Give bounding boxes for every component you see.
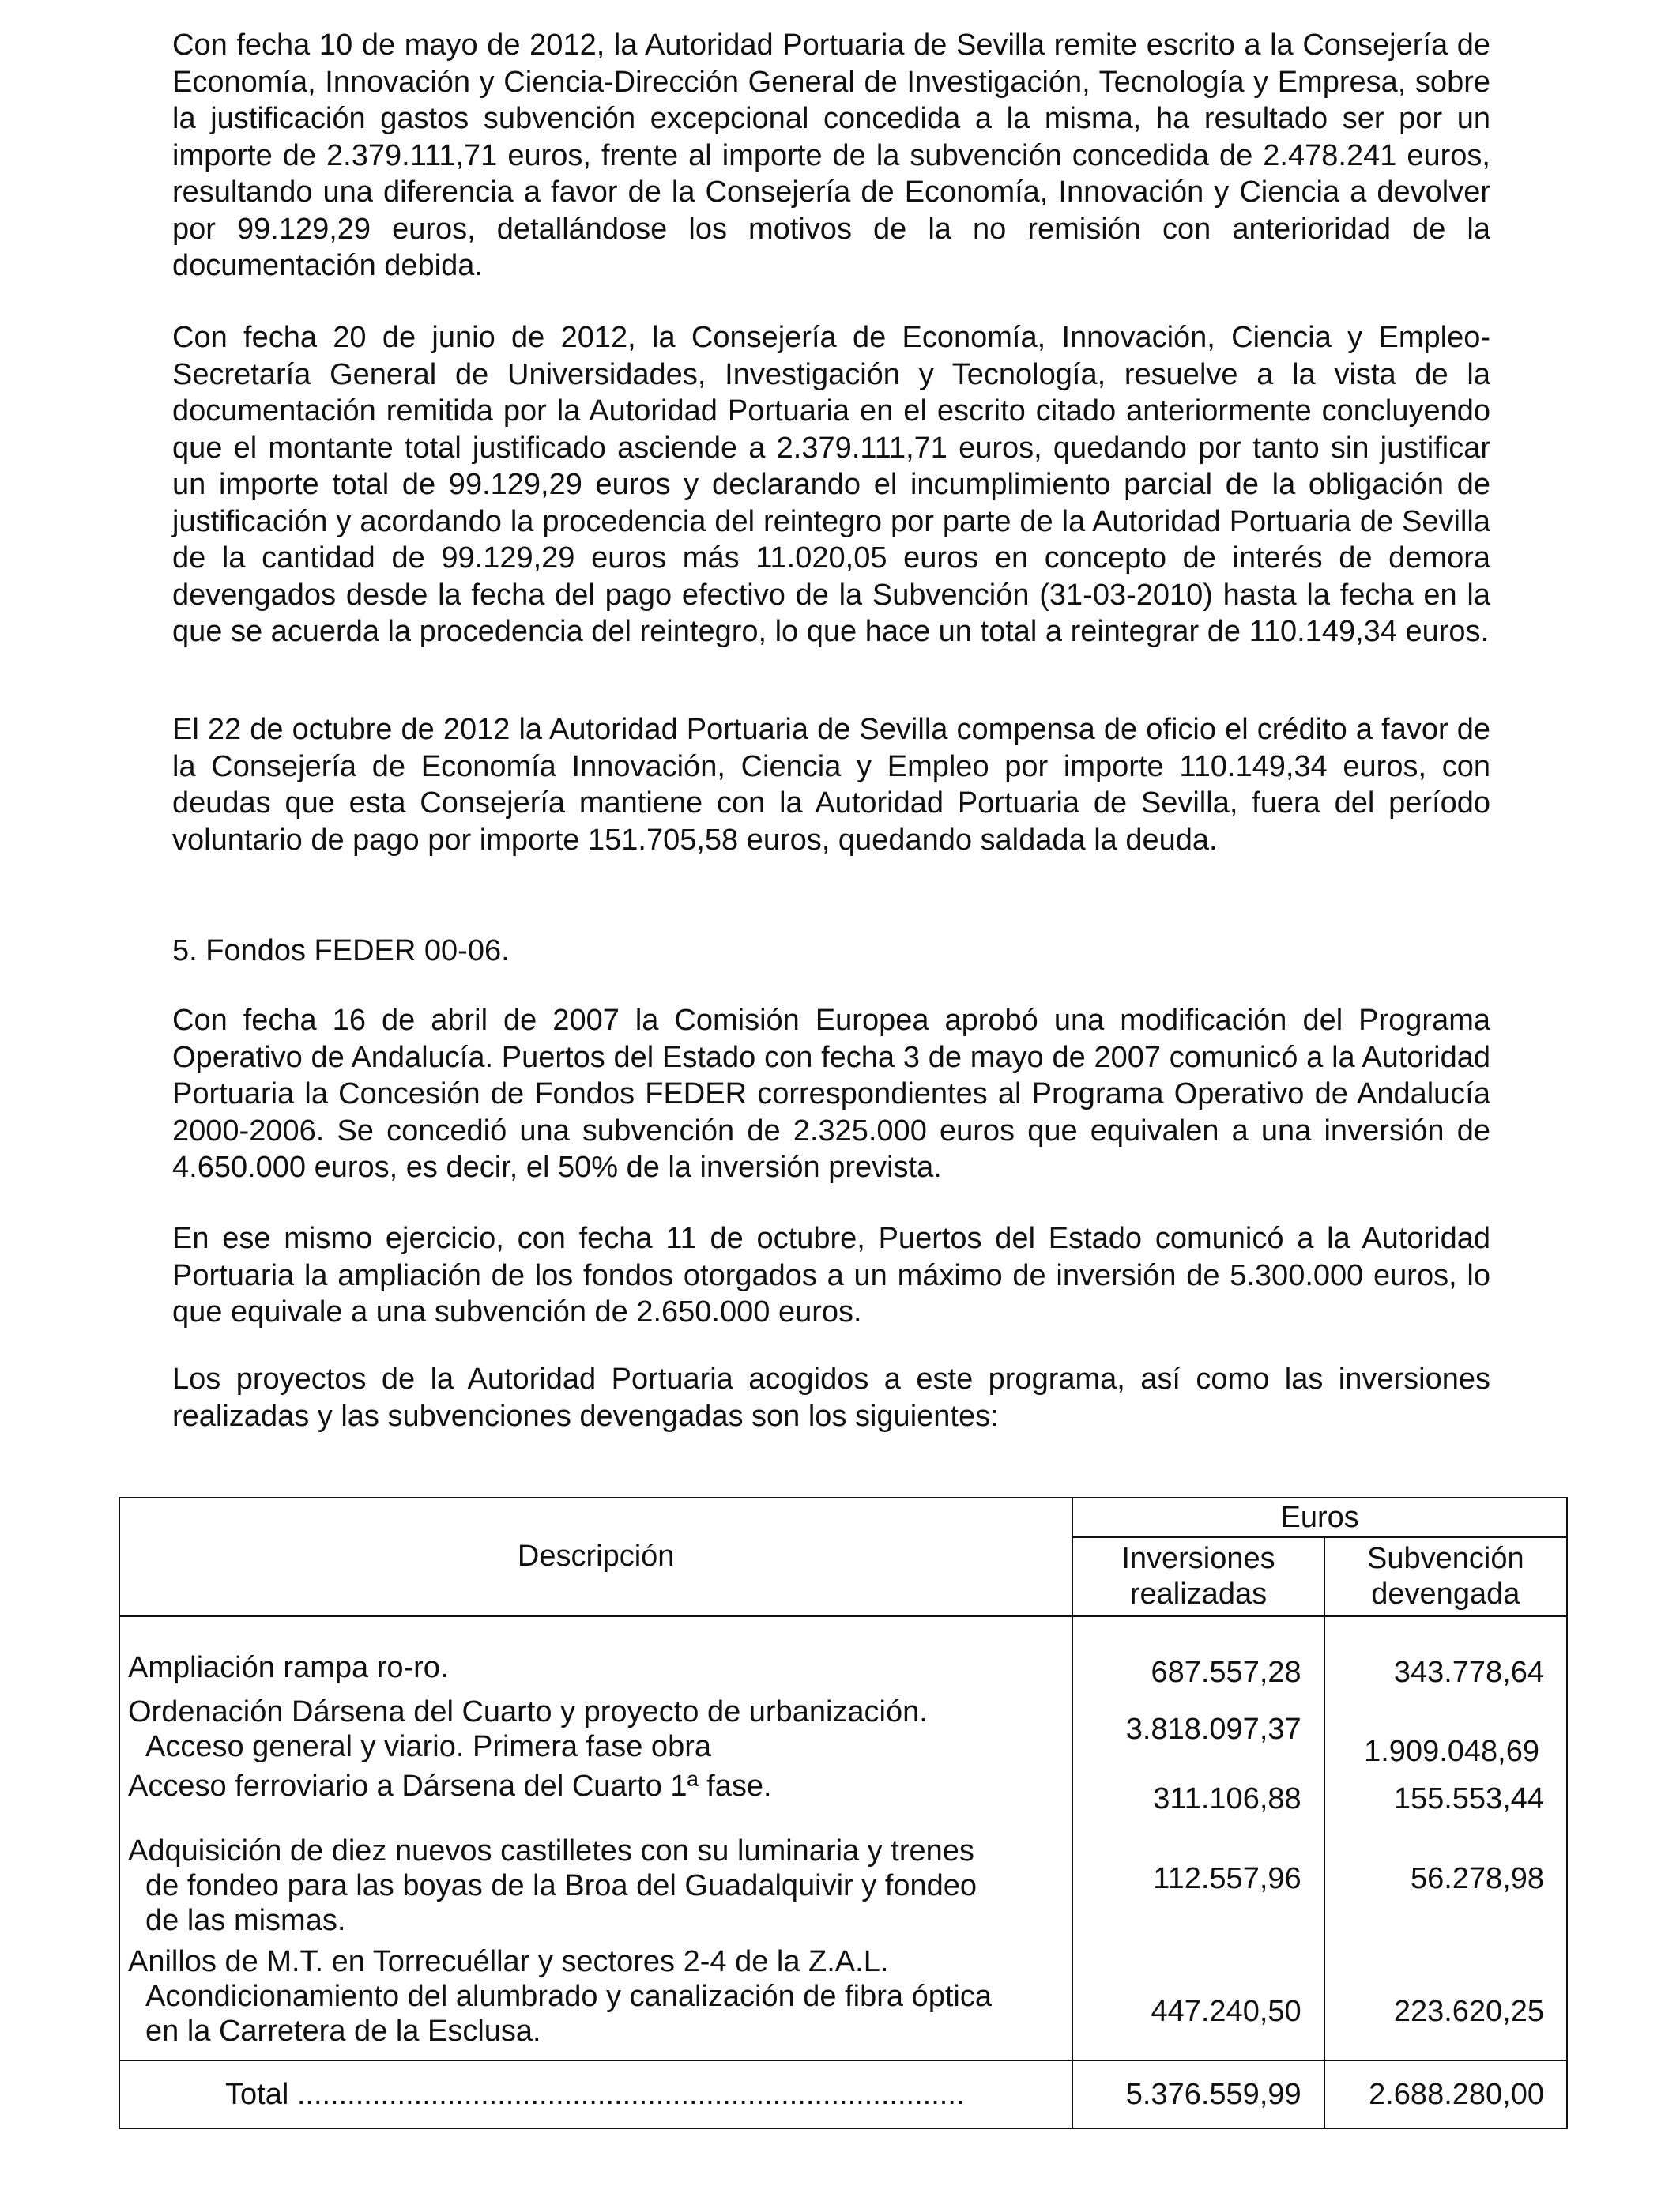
header-subvencion-line-2: devengada [1371, 1578, 1520, 1611]
row-description-line: Acondicionamiento del alumbrado y canalización de fibra óptica [145, 1980, 992, 2013]
row-description-line: Anillos de M.T. en Torrecuéllar y sectores 2-4 de la Z.A.L. [128, 1945, 889, 1978]
paragraph-3: El 22 de octubre de 2012 la Autoridad Portuaria de Sevilla compensa de oficio el crédito a favor de la Consejería de Economía Innovación, Ciencia y Empleo por importe 110.149,34 euros, con deudas que esta Consejería mantiene con la Autoridad Portuaria de Sevilla, fuera del período voluntario de pago por importe 151.705,58 euros, quedando saldada la deuda. [172, 713, 1490, 857]
row-subvencion-value: 155.553,44 [1324, 1769, 1567, 1816]
row-description-line: de fondeo para las boyas de la Broa del Guadalquivir y fondeo [145, 1869, 977, 1902]
row-description-line: Acceso general y viario. Primera fase obra [145, 1730, 711, 1763]
table-row [119, 1816, 1567, 1941]
row-description-line: Ampliación rampa ro-ro. [128, 1651, 449, 1684]
row-description-line: Ordenación Dársena del Cuarto y proyecto de urbanización. [128, 1695, 928, 1728]
total-subvencion-value: 2.688.280,00 [1324, 2060, 1567, 2128]
table-total-row [119, 2060, 1567, 2128]
header-euros: Euros [1072, 1498, 1567, 1537]
row-inversion-value: 687.557,28 [1072, 1646, 1324, 1690]
row-inversion-value: 311.106,88 [1072, 1769, 1324, 1816]
header-subvencion [1324, 1537, 1567, 1616]
section-paragraph-1: Con fecha 16 de abril de 2007 la Comisión Europea aprobó una modificación del Programa Operativo de Andalucía. Puertos del Estado con fecha 3 de mayo de 2007 comunicó a la Autoridad Portuaria la Concesión de Fondos FEDER correspondientes al Programa Operativo de Andalucía 2000-2006. Se concedió una subvención de 2.325.000 euros que equivalen a una inversión de 4.650.000 euros, es decir, el 50% de la inversión prevista. [172, 1004, 1490, 1184]
row-inversion-value: 3.818.097,37 [1072, 1690, 1324, 1769]
row-description-line: de las mismas. [145, 1904, 346, 1937]
row-description [119, 1816, 1072, 1941]
row-description [119, 1690, 1072, 1769]
row-subvencion-value: 56.278,98 [1324, 1816, 1567, 1941]
row-description [119, 1646, 1072, 1690]
header-subvencion-line-1: Subvención [1367, 1542, 1524, 1575]
row-description-line: Acceso ferroviario a Dársena del Cuarto 1ª fase. [128, 1770, 772, 1803]
header-inversiones [1072, 1537, 1324, 1616]
table-header-row-1 [119, 1498, 1567, 1537]
table-spacer-row [119, 1616, 1567, 1646]
row-subvencion-value: 1.909.048,69 [1324, 1690, 1567, 1769]
row-description [119, 1941, 1072, 2060]
total-label: Total ................................................................................ [119, 2060, 1072, 2128]
row-inversion-value: 112.557,96 [1072, 1816, 1324, 1941]
table-row [119, 1690, 1567, 1769]
section-paragraph-3: Los proyectos de la Autoridad Portuaria acogidos a este programa, así como las inversiones realizadas y las subvenciones devengadas son los siguientes: [172, 1363, 1490, 1433]
total-inversion-value: 5.376.559,99 [1072, 2060, 1324, 2128]
row-description [119, 1769, 1072, 1816]
paragraph-2: Con fecha 20 de junio de 2012, la Consejería de Economía, Innovación, Ciencia y Empleo-Secretaría General de Universidades, Investigación y Tecnología, resuelve a la vista de la documentación remitida por la Autoridad Portuaria en el escrito citado anteriormente concluyendo que el montante total justificado asciende a 2.379.111,71 euros, quedando por tanto sin justificar un importe total de 99.129,29 euros y declarando el incumplimiento parcial de la obligación de justificación y acordando la procedencia del reintegro por parte de la Autoridad Portuaria de Sevilla de la cantidad de 99.129,29 euros más 11.020,05 euros en concepto de interés de demora devengados desde la fecha del pago efectivo de la Subvención (31-03-2010) hasta la fecha en la que se acuerda la procedencia del reintegro, lo que hace un total a reintegrar de 110.149,34 euros. [172, 321, 1490, 648]
table-row [119, 1646, 1567, 1690]
paragraph-1: Con fecha 10 de mayo de 2012, la Autoridad Portuaria de Sevilla remite escrito a la Consejería de Economía, Innovación y Ciencia-Dirección General de Investigación, Tecnología y Empresa, sobre la justificación gastos subvención excepcional concedida a la misma, ha resultado ser por un importe de 2.379.111,71 euros, frente al importe de la subvención concedida de 2.478.241 euros, resultando una diferencia a favor de la Consejería de Economía, Innovación y Ciencia a devolver por 99.129,29 euros, detallándose los motivos de la no remisión con anterioridad de la documentación debida. [172, 28, 1490, 282]
table-row [119, 1941, 1567, 2060]
header-description [119, 1498, 1072, 1616]
table-row [119, 1769, 1567, 1816]
row-description-line: Adquisición de diez nuevos castilletes con su luminaria y trenes [128, 1834, 974, 1868]
row-subvencion-value: 223.620,25 [1324, 1941, 1567, 2060]
row-inversion-value: 447.240,50 [1072, 1941, 1324, 2060]
header-inversiones-line-2: realizadas [1129, 1578, 1268, 1611]
row-description-line: en la Carretera de la Esclusa. [145, 2015, 541, 2048]
feder-projects-table [119, 1497, 1568, 2129]
section-paragraph-2: En ese mismo ejercicio, con fecha 11 de octubre, Puertos del Estado comunicó a la Autoridad Portuaria la ampliación de los fondos otorgados a un máximo de inversión de 5.300.000 euros, lo que equivale a una subvención de 2.650.000 euros. [172, 1222, 1490, 1329]
header-description-label: Descripción [517, 1540, 675, 1573]
section-heading: 5. Fondos FEDER 00-06. [172, 934, 510, 967]
row-subvencion-value: 343.778,64 [1324, 1646, 1567, 1690]
header-inversiones-line-1: Inversiones [1121, 1542, 1275, 1575]
